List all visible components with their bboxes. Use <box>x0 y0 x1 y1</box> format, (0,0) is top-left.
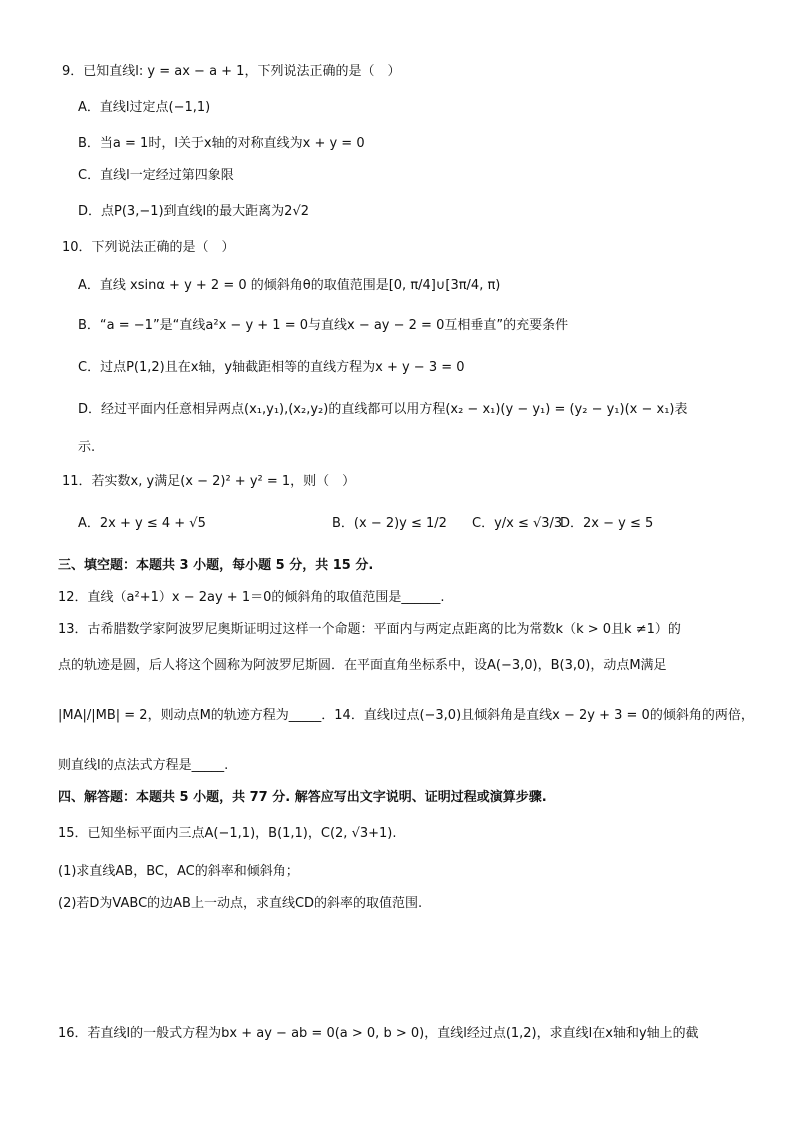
q15-part2: (2)若D为VABC的边AB上一动点，求直线CD的斜率的取值范围. <box>58 896 423 911</box>
q11-option-b: B．(x − 2)y ≤ 1/2 <box>332 516 447 531</box>
q13-line1: 13．古希腊数学家阿波罗尼奥斯证明过这样一个命题：平面内与两定点距离的比为常数k（k > 0且k ≠1）的 <box>58 622 681 637</box>
q16: 16．若直线l的一般式方程为bx + ay − ab = 0(a > 0, b > 0)，直线l经过点(1,2)，求直线l在x轴和y轴上的截 <box>58 1026 699 1041</box>
q9-option-c: C．直线l一定经过第四象限 <box>78 168 234 183</box>
q9-stem: 9．已知直线l: y = ax − a + 1，下列说法正确的是（ ） <box>62 64 401 79</box>
q12: 12．直线（a²+1）x − 2ay + 1＝0的倾斜角的取值范围是______. <box>58 590 445 605</box>
q10-stem: 10．下列说法正确的是（ ） <box>62 240 235 255</box>
q10-option-d-line1: D．经过平面内任意相异两点(x₁,y₁),(x₂,y₂)的直线都可以用方程(x₂ − x₁)(y − y₁) = (y₂ − y₁)(x − x₁)表 <box>78 402 688 417</box>
q15-stem: 15．已知坐标平面内三点A(−1,1)，B(1,1)，C(2, √3+1). <box>58 826 397 841</box>
q10-option-b: B．“a = −1”是“直线a²x − y + 1 = 0与直线x − ay − 2 = 0互相垂直”的充要条件 <box>78 318 569 333</box>
q10-option-c: C．过点P(1,2)且在x轴，y轴截距相等的直线方程为x + y − 3 = 0 <box>78 360 465 375</box>
q9-option-a: A．直线l过定点(−1,1) <box>78 100 211 115</box>
q10-option-d-line2: 示. <box>78 440 96 455</box>
section-4-heading: 四、解答题：本题共 5 小题，共 77 分. 解答应写出文字说明、证明过程或演算步骤. <box>58 790 547 805</box>
q11-option-c: C．y/x ≤ √3/3 <box>472 516 563 531</box>
q9-option-b: B．当a = 1时，l关于x轴的对称直线为x + y = 0 <box>78 136 365 151</box>
q9-option-d: D．点P(3,−1)到直线l的最大距离为2√2 <box>78 204 309 219</box>
q13-line2: 点的轨迹是圆，后人将这个圆称为阿波罗尼斯圆．在平面直角坐标系中，设A(−3,0)，B(3,0)，动点M满足 <box>58 658 667 673</box>
q14-line: 则直线l的点法式方程是_____. <box>58 758 229 773</box>
q10-option-a: A．直线 xsinα + y + 2 = 0 的倾斜角θ的取值范围是[0, π/4]∪[3π/4, π) <box>78 278 501 293</box>
q11-stem: 11．若实数x, y满足(x − 2)² + y² = 1，则（ ） <box>62 474 356 489</box>
q11-option-a: A．2x + y ≤ 4 + √5 <box>78 516 206 531</box>
section-3-heading: 三、填空题：本题共 3 小题，每小题 5 分，共 15 分. <box>58 558 374 573</box>
q11-option-d: D．2x − y ≤ 5 <box>560 516 654 531</box>
q15-part1: (1)求直线AB，BC，AC的斜率和倾斜角； <box>58 864 299 879</box>
q13-line3: |MA|/|MB| = 2，则动点M的轨迹方程为_____．14．直线l过点(−3,0)且倾斜角是直线x − 2y + 3 = 0的倾斜角的两倍， <box>58 708 754 723</box>
